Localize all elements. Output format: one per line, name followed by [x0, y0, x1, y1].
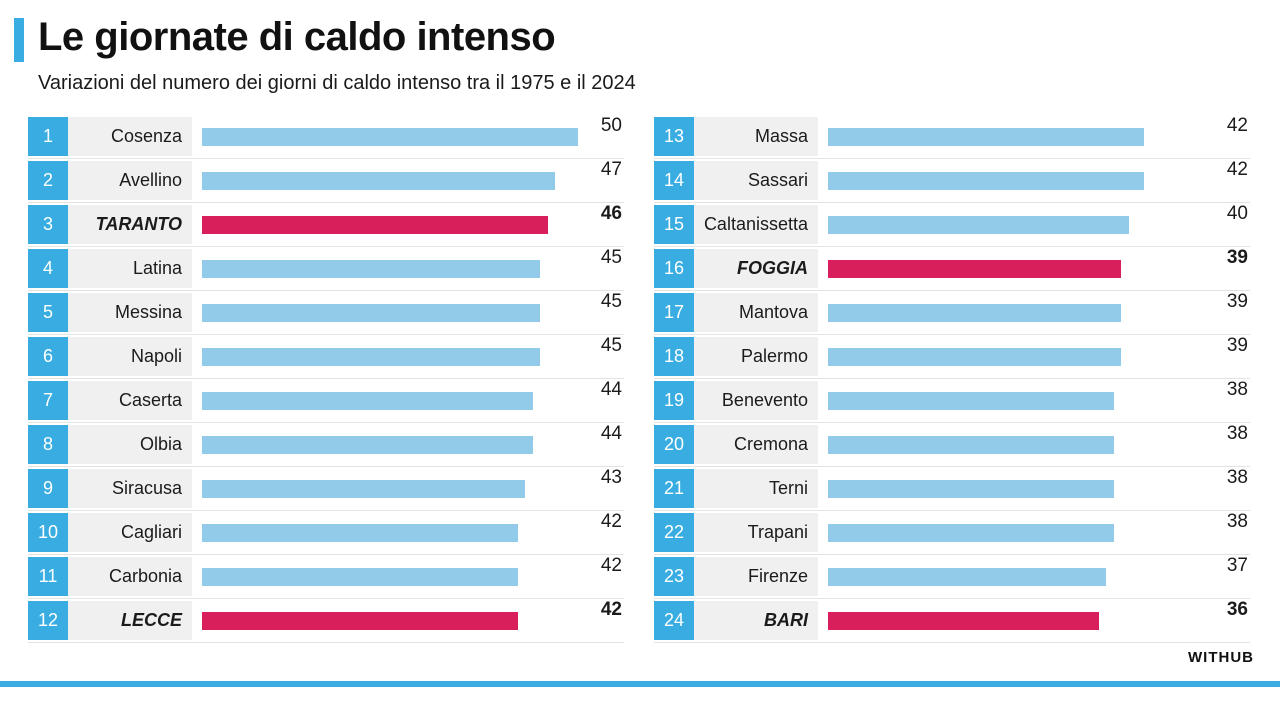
- table-row: [654, 114, 1250, 159]
- table-row: [28, 423, 624, 467]
- rank-badge: 10: [28, 513, 68, 552]
- bar-track: [202, 480, 578, 498]
- rank-badge: 18: [654, 337, 694, 376]
- bar-value: 39: [1226, 247, 1248, 268]
- brand-logo: WITHUB: [1188, 649, 1254, 666]
- bar-value: 42: [600, 599, 622, 620]
- city-label: Mantova: [694, 293, 818, 332]
- bar-track: [828, 260, 1204, 278]
- city-label: Caltanissetta: [694, 205, 818, 244]
- table-row: [654, 247, 1250, 291]
- bar-cell: [192, 423, 578, 466]
- bar-track: [828, 172, 1204, 190]
- bar-track: [202, 392, 578, 410]
- bar: [828, 304, 1121, 322]
- bar-track: [828, 348, 1204, 366]
- rank-badge: 7: [28, 381, 68, 420]
- bar-track: [828, 524, 1204, 542]
- bar: [828, 172, 1144, 190]
- city-label: Terni: [694, 469, 818, 508]
- city-label: Messina: [68, 293, 192, 332]
- city-label: Trapani: [694, 513, 818, 552]
- bar-cell: [192, 115, 578, 158]
- bar-track: [828, 568, 1204, 586]
- bar-value: 39: [1226, 335, 1248, 356]
- bar-cell: [192, 203, 578, 246]
- bar-cell: [818, 291, 1204, 334]
- bar-value: 46: [600, 203, 622, 224]
- bar-cell: [818, 511, 1204, 554]
- bar: [828, 436, 1114, 454]
- city-label: FOGGIA: [694, 249, 818, 288]
- page-title: Le giornate di caldo intenso: [38, 15, 556, 59]
- bar-cell: [818, 247, 1204, 290]
- city-label: Carbonia: [68, 557, 192, 596]
- bar-value: 36: [1226, 599, 1248, 620]
- bar-cell: [192, 247, 578, 290]
- table-row: [654, 423, 1250, 467]
- bar-cell: [818, 423, 1204, 466]
- chart-column-right: [654, 114, 1250, 643]
- bar-value: 42: [600, 511, 622, 532]
- bar-track: [202, 436, 578, 454]
- table-row: [28, 291, 624, 335]
- header: [0, 0, 1280, 96]
- chart-column-left: [28, 114, 624, 643]
- city-label: Latina: [68, 249, 192, 288]
- bar: [828, 216, 1129, 234]
- bar-cell: [818, 115, 1204, 158]
- table-row: [654, 203, 1250, 247]
- bar-cell: [192, 159, 578, 202]
- bar-value: 50: [600, 115, 622, 136]
- bar-cell: [192, 291, 578, 334]
- bar-value: 45: [600, 247, 622, 268]
- bar: [828, 392, 1114, 410]
- table-row: [654, 555, 1250, 599]
- bar: [202, 436, 533, 454]
- rank-badge: 11: [28, 557, 68, 596]
- bar-value: 42: [600, 555, 622, 576]
- bar-cell: [192, 599, 578, 642]
- bar-value: 42: [1226, 159, 1248, 180]
- bar-cell: [192, 467, 578, 510]
- bar-value: 45: [600, 335, 622, 356]
- bar: [202, 348, 540, 366]
- table-row: [28, 379, 624, 423]
- city-label: Massa: [694, 117, 818, 156]
- table-row: [654, 335, 1250, 379]
- bar: [202, 392, 533, 410]
- bar-cell: [818, 467, 1204, 510]
- rank-badge: 9: [28, 469, 68, 508]
- rank-badge: 23: [654, 557, 694, 596]
- city-label: Palermo: [694, 337, 818, 376]
- rank-badge: 15: [654, 205, 694, 244]
- bar-value: 38: [1226, 511, 1248, 532]
- rank-badge: 16: [654, 249, 694, 288]
- table-row: [28, 114, 624, 159]
- bar-cell: [818, 379, 1204, 422]
- bar-cell: [818, 555, 1204, 598]
- city-label: Cremona: [694, 425, 818, 464]
- rank-badge: 17: [654, 293, 694, 332]
- footer-rule: [0, 681, 1280, 687]
- bar-track: [202, 128, 578, 146]
- bar-track: [202, 216, 578, 234]
- bar: [202, 304, 540, 322]
- bar: [828, 128, 1144, 146]
- bar-value: 40: [1226, 203, 1248, 224]
- bar-value: 42: [1226, 115, 1248, 136]
- bar: [828, 348, 1121, 366]
- bar: [202, 568, 518, 586]
- bar: [202, 216, 548, 234]
- bar-track: [828, 436, 1204, 454]
- city-label: Siracusa: [68, 469, 192, 508]
- bar-track: [828, 304, 1204, 322]
- rank-badge: 24: [654, 601, 694, 640]
- table-row: [654, 159, 1250, 203]
- bar-value: 44: [600, 423, 622, 444]
- bar-track: [202, 304, 578, 322]
- bar-cell: [192, 511, 578, 554]
- rank-badge: 6: [28, 337, 68, 376]
- bar: [202, 128, 578, 146]
- bar-value: 44: [600, 379, 622, 400]
- table-row: [28, 335, 624, 379]
- rank-badge: 20: [654, 425, 694, 464]
- city-label: Avellino: [68, 161, 192, 200]
- chart-columns: [0, 114, 1280, 643]
- bar-track: [202, 260, 578, 278]
- bar-track: [202, 612, 578, 630]
- bar: [202, 172, 555, 190]
- bar-value: 43: [600, 467, 622, 488]
- bar-track: [202, 172, 578, 190]
- city-label: Cagliari: [68, 513, 192, 552]
- table-row: [28, 203, 624, 247]
- bar-value: 38: [1226, 379, 1248, 400]
- city-label: Sassari: [694, 161, 818, 200]
- city-label: Caserta: [68, 381, 192, 420]
- table-row: [654, 379, 1250, 423]
- city-label: Benevento: [694, 381, 818, 420]
- bar-cell: [818, 599, 1204, 642]
- rank-badge: 21: [654, 469, 694, 508]
- table-row: [28, 599, 624, 643]
- table-row: [28, 467, 624, 511]
- bar-track: [828, 128, 1204, 146]
- table-row: [654, 291, 1250, 335]
- page-subtitle: Variazioni del numero dei giorni di caldo intenso tra il 1975 e il 2024: [38, 72, 636, 94]
- table-row: [654, 467, 1250, 511]
- city-label: LECCE: [68, 601, 192, 640]
- bar-track: [202, 348, 578, 366]
- bar-cell: [818, 203, 1204, 246]
- bar-track: [828, 480, 1204, 498]
- bar-track: [202, 524, 578, 542]
- table-row: [28, 555, 624, 599]
- table-row: [28, 159, 624, 203]
- rank-badge: 8: [28, 425, 68, 464]
- bar: [828, 480, 1114, 498]
- bar-cell: [818, 159, 1204, 202]
- city-label: Cosenza: [68, 117, 192, 156]
- city-label: BARI: [694, 601, 818, 640]
- accent-bar: [14, 18, 24, 62]
- bar: [202, 524, 518, 542]
- bar-value: 38: [1226, 423, 1248, 444]
- rank-badge: 5: [28, 293, 68, 332]
- city-label: Firenze: [694, 557, 818, 596]
- rank-badge: 14: [654, 161, 694, 200]
- bar-value: 47: [600, 159, 622, 180]
- rank-badge: 2: [28, 161, 68, 200]
- bar-cell: [192, 335, 578, 378]
- rank-badge: 12: [28, 601, 68, 640]
- city-label: TARANTO: [68, 205, 192, 244]
- bar: [828, 524, 1114, 542]
- city-label: Napoli: [68, 337, 192, 376]
- bar-value: 38: [1226, 467, 1248, 488]
- bar-track: [202, 568, 578, 586]
- rank-badge: 13: [654, 117, 694, 156]
- bar: [202, 612, 518, 630]
- bar-cell: [192, 555, 578, 598]
- bar: [828, 612, 1099, 630]
- bar: [202, 480, 525, 498]
- title-row: [0, 14, 1280, 62]
- city-label: Olbia: [68, 425, 192, 464]
- rank-badge: 22: [654, 513, 694, 552]
- footer: [0, 649, 1280, 701]
- bar-value: 37: [1226, 555, 1248, 576]
- bar: [202, 260, 540, 278]
- rank-badge: 4: [28, 249, 68, 288]
- rank-badge: 1: [28, 117, 68, 156]
- bar-cell: [818, 335, 1204, 378]
- bar: [828, 568, 1106, 586]
- rank-badge: 3: [28, 205, 68, 244]
- bar-track: [828, 392, 1204, 410]
- table-row: [28, 247, 624, 291]
- bar: [828, 260, 1121, 278]
- bar-cell: [192, 379, 578, 422]
- table-row: [654, 511, 1250, 555]
- table-row: [654, 599, 1250, 643]
- bar-value: 45: [600, 291, 622, 312]
- rank-badge: 19: [654, 381, 694, 420]
- table-row: [28, 511, 624, 555]
- bar-value: 39: [1226, 291, 1248, 312]
- bar-track: [828, 612, 1204, 630]
- bar-track: [828, 216, 1204, 234]
